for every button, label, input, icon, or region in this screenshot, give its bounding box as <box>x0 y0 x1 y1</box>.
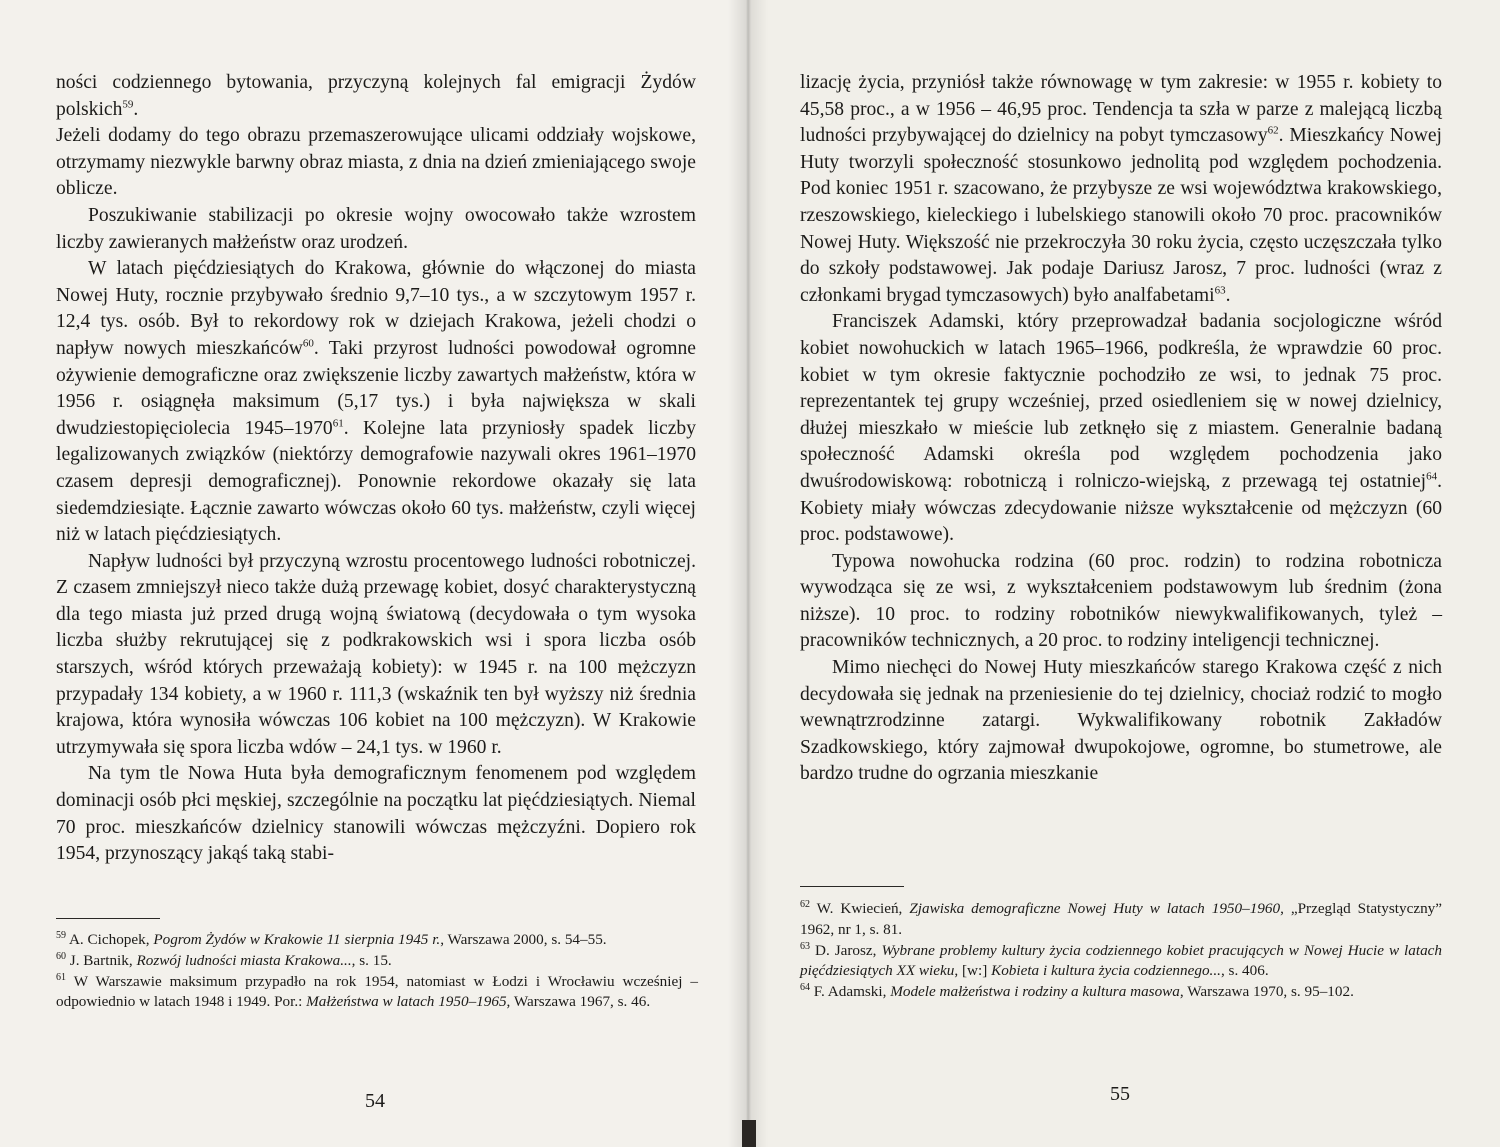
text-run: lizację życia, przyniósł także równowagę w tym zakresie: w 1955 r. kobiety to 45,58 proc., a w 1956 – 46,95 proc. Tendencja ta szła w parze z malejącą liczbą ludności przybywającej do dzielnicy na pobyt tymczasowy <box>800 72 1442 147</box>
footnote-marker: 64 <box>1426 470 1438 483</box>
italic-title: Kobieta i kultura życia codziennego... <box>991 962 1221 980</box>
book-gutter-shadow <box>728 0 768 1147</box>
text-run: , Warszawa 1970, s. 95–102. <box>1179 983 1354 1001</box>
text-run: . Kobiety miały wówczas zdecydowanie niższe wykształcenie od mężczyzn (60 proc. podstawowe). <box>800 470 1442 546</box>
left-footnote-separator <box>56 918 160 919</box>
page-number-right: 55 <box>1110 1083 1130 1105</box>
footnote-marker: 63 <box>800 940 810 952</box>
paragraph <box>56 70 696 123</box>
text-run: W. Kwiecień, <box>810 900 910 917</box>
spine-edge <box>742 1120 756 1147</box>
right-page-body <box>800 70 1442 788</box>
italic-title: Zjawiska demograficzne Nowej Huty w latach 1950–1960 <box>909 900 1281 917</box>
text-run: Napływ ludności był przyczyną wzrostu procentowego ludności robotniczej. Z czasem zmniejszył nieco także dużą przewagę kobiet, dosyć charakterystyczną dla tego miasta już przed drugą wojną światową (decydowała o tym wysoka liczba służby rekrutującej się z podkrakowskich wsi i spora liczba osób starszych, wśród których przeważają kobiety): w 1945 r. na 100 mężczyzn przypadały 134 kobiety, a w 1960 r. 111,3 (wskaźnik ten był wyższy niż średnia krajowa, która wynosiła wówczas 106 kobiet na 100 mężczyzn). W Krakowie utrzymywała się spora liczba wdów – 24,1 tys. w 1960 r. <box>56 550 696 758</box>
text-run: Poszukiwanie stabilizacji po okresie wojny owocowało także wzrostem liczby zawieranych małżeństw oraz urodzeń. <box>56 204 696 253</box>
text-run: . Taki przyrost ludności powodował ogromne ożywienie demograficzne oraz zwiększenie liczby zawartych małżeństw, która w 1956 r. osiągnęła maksimum (5,17 tys.) i była największa w skali dwudziestopięciolecia 1945–1970 <box>56 337 696 439</box>
footnote-marker: 62 <box>1267 124 1279 137</box>
text-run: Mimo niechęci do Nowej Huty mieszkańców starego Krakowa część z nich decydowała się jednak na przeniesienie do tej dzielnicy, chociaż rodzić to mogło wewnątrzrodzinne zatargi. Wykwalifikowany robotnik Zakładów Szadkowskiego, który zajmował dwupokojowe, ogromne, bo stumetrowe, ale bardzo trudne do ogrzania mieszkanie <box>800 657 1442 785</box>
page-number-left: 54 <box>365 1090 385 1112</box>
left-page <box>0 0 748 1147</box>
paragraph <box>56 203 696 256</box>
text-run: Jeżeli dodamy do tego obrazu przemaszerowujące ulicami oddziały wojskowe, otrzymamy niezwykle barwny obraz miasta, z dnia na dzień zmieniającego swoje oblicze. <box>56 125 696 200</box>
paragraph <box>56 549 696 762</box>
text-run: A. Cichopek, <box>66 931 154 948</box>
footnote-marker: 61 <box>56 971 66 983</box>
footnote-marker: 64 <box>800 982 810 994</box>
footnote-marker: 63 <box>1214 284 1226 297</box>
footnote-marker: 60 <box>302 337 314 350</box>
footnote <box>56 972 698 1014</box>
right-page <box>748 0 1500 1147</box>
italic-title: Rozwój ludności miasta Krakowa... <box>136 951 352 969</box>
text-run: . Kolejne lata przyniosły spadek liczby legalizowanych związków (niektórzy demografowie nazywali okres 1961–1970 czasem depresji demograficznej). Ponownie rekordowe okazały się lata siedemdziesiąte. Łącznie zawarto wówczas około 60 tys. małżeństw, czyli więcej niż w latach pięćdziesiątych. <box>56 417 696 546</box>
text-run: . <box>1225 284 1231 306</box>
text-run: , [w:] <box>954 962 992 980</box>
italic-title: Wybrane problemy kultury życia codziennego kobiet pracujących w Nowej Hucie w latach pięćdziesiątych XX wieku <box>800 941 1443 980</box>
paragraph <box>56 123 696 203</box>
text-run: . Mieszkańcy Nowej Huty tworzyli społeczność stosunkowo jednolitą pod względem pochodzenia. Pod koniec 1951 r. szacowano, że przybysze ze wsi województwa krakowskiego, rzeszowskiego, kieleckiego i lubelskiego stanowili około 70 proc. pracowników Nowej Huty. Większość nie przekroczyła 30 roku życia, często uczęszczała tylko do szkoły podstawowej. Jak podaje Dariusz Jarosz, 7 proc. ludności (wraz z członkami brygad tymczasowych) było analfabetami <box>800 125 1442 306</box>
paragraph <box>56 256 696 549</box>
paragraph <box>800 70 1442 309</box>
paragraph <box>800 309 1442 548</box>
paragraph <box>800 655 1442 788</box>
text-run: Franciszek Adamski, który przeprowadzał badania socjologiczne wśród kobiet nowohuckich w latach 1965–1966, podkreśla, że wprawdzie 60 proc. kobiet w tym okresie faktycznie pochodziło ze wsi, to jednak 75 proc. reprezentantek tej grupy wcześniej, przed osiedleniem się w nowej dzielnicy, dłużej mieszkało w mieście lub zetknęło się z miastem. Generalnie badaną społeczność Adamski określa pod względem pochodzenia jako dwuśrodowiskową: robotniczą i rolniczo-wiejską, z przewagą tej ostatniej <box>800 311 1442 492</box>
text-run: W latach pięćdziesiątych do Krakowa, głównie do włączonej do miasta Nowej Huty, rocznie przybywało średnio 9,7–10 tys., a w szczytowym 1957 r. 12,4 tys. osób. Był to rekordowy rok w dziejach Krakowa, jeżeli chodzi o napływ nowych mieszkańców <box>56 258 696 359</box>
text-run: ności codziennego bytowania, przyczyną kolejnych fal emigracji Żydów polskich <box>56 72 696 120</box>
footnote-marker: 61 <box>332 417 344 430</box>
left-page-body <box>56 70 696 868</box>
text-run: W Warszawie maksimum przypadło na rok 1954, natomiast w Łodzi i Wrocławiu wcześniej – odpowiednio w latach 1948 i 1949. Por.: <box>56 972 698 1011</box>
text-run: , s. 406. <box>1220 962 1269 980</box>
text-run: , s. 15. <box>351 951 392 969</box>
text-run: Typowa nowohucka rodzina (60 proc. rodzin) to rodzina robotnicza wywodząca się ze wsi, z wykształceniem podstawowym lub średnim (żona niższe). 10 proc. to rodziny robotników niewykwalifikowanych, tyleż – pracowników technicznych, a 20 proc. to rodziny inteligencji technicznej. <box>800 550 1442 652</box>
text-run: , Warszawa 1967, s. 46. <box>506 993 651 1011</box>
right-footnote-separator <box>800 886 904 887</box>
text-run: . <box>133 98 139 120</box>
footnote <box>56 951 698 972</box>
text-run: J. Bartnik, <box>66 951 137 969</box>
text-run: F. Adamski, <box>810 983 891 1001</box>
footnote <box>800 941 1442 983</box>
paragraph <box>56 761 696 867</box>
paragraph <box>800 549 1442 655</box>
text-run: D. Jarosz, <box>810 941 882 959</box>
italic-title: Małżeństwa w latach 1950–1965 <box>306 993 507 1011</box>
italic-title: Pogrom Żydów w Krakowie 11 sierpnia 1945 r. <box>153 931 441 948</box>
text-run: , „Przegląd Statystyczny” 1962, nr 1, s. 81. <box>800 900 1443 938</box>
footnote-marker: 59 <box>122 98 134 111</box>
footnote-marker: 62 <box>800 898 810 910</box>
text-run: Na tym tle Nowa Huta była demograficznym fenomenem pod względem dominacji osób płci męskiej, szczególnie na początku lat pięćdziesiątych. Niemal 70 proc. mieszkańców dzielnicy stanowili wówczas mężczyźni. Dopiero rok 1954, przynoszący jakąś taką stabi- <box>56 763 696 865</box>
italic-title: Modele małżeństwa i rodziny a kultura masowa <box>890 983 1180 1001</box>
footnote <box>800 899 1442 941</box>
text-run: , Warszawa 2000, s. 54–55. <box>440 931 607 948</box>
footnote-marker: 59 <box>56 929 66 941</box>
footnote <box>56 930 698 951</box>
footnote-marker: 60 <box>56 950 66 962</box>
footnote <box>800 982 1442 1003</box>
right-page-footnotes <box>800 899 1442 1003</box>
left-page-footnotes <box>56 930 698 1013</box>
